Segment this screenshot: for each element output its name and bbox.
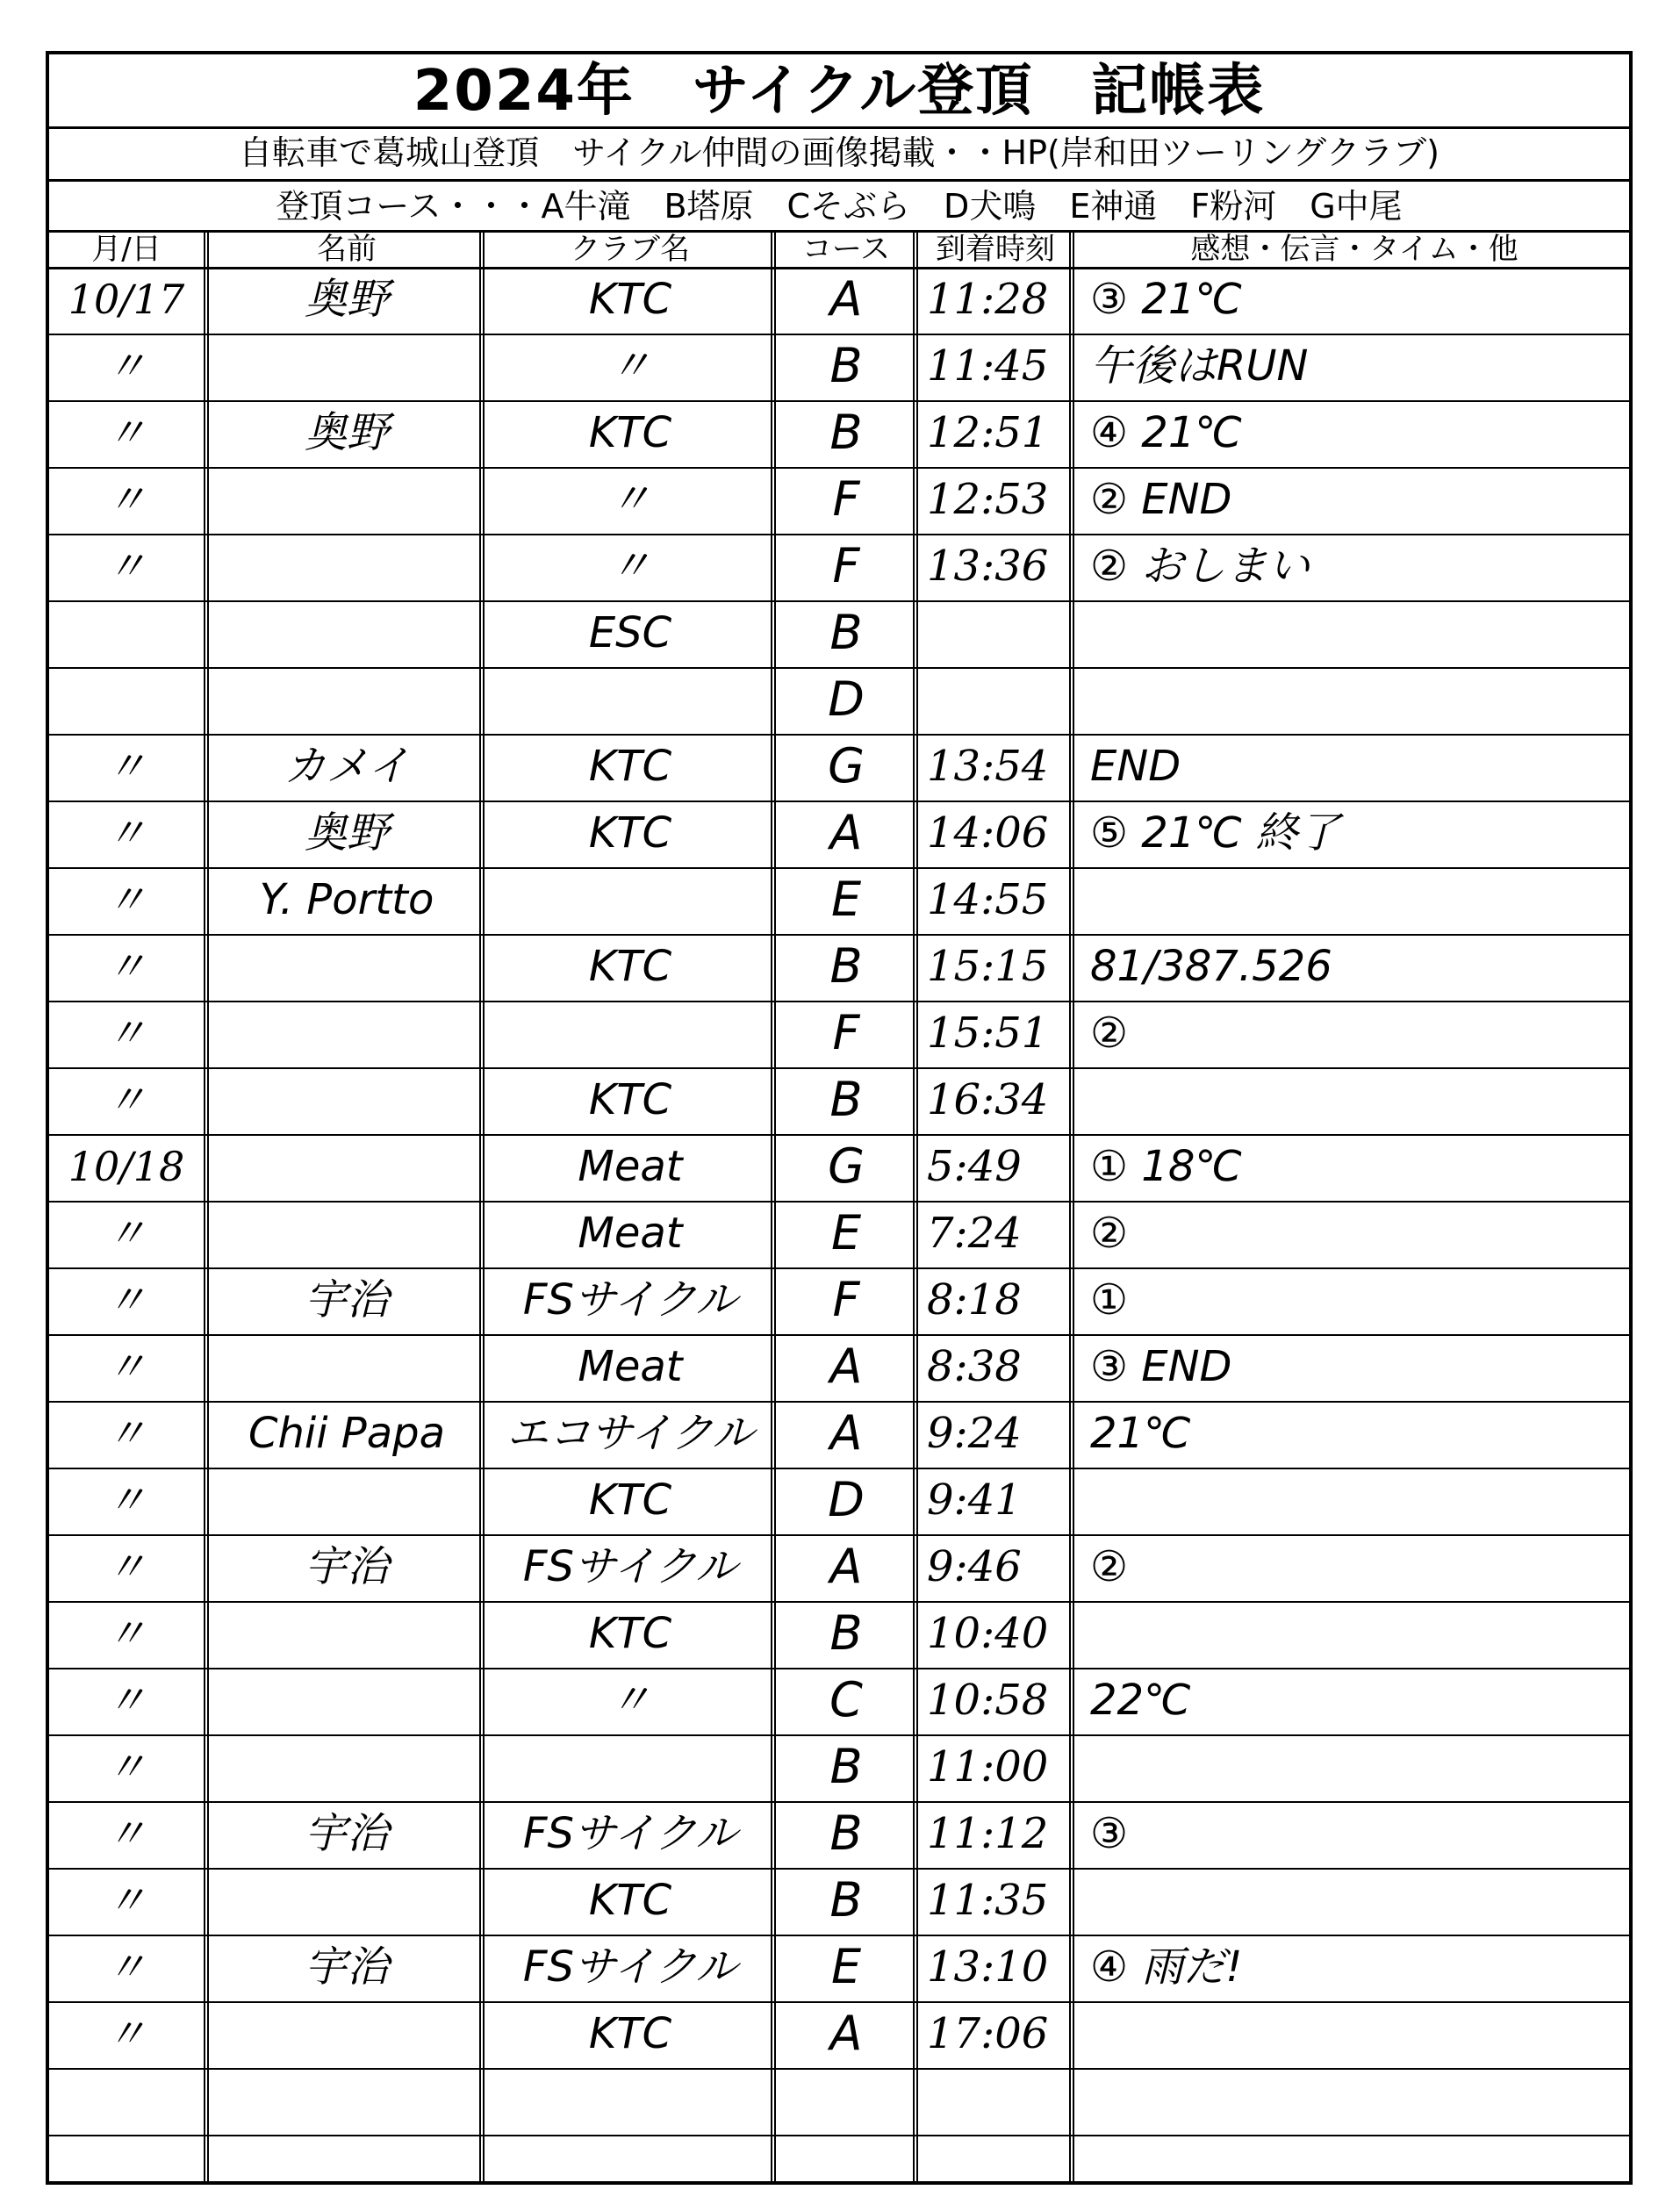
cell-time: 8:38 <box>927 1342 1022 1391</box>
cell-name: 宇治 <box>304 1542 389 1591</box>
cell-date: 〃 <box>106 1810 147 1857</box>
cell-club <box>488 2068 772 2135</box>
cell-name <box>212 1067 481 1134</box>
cell-club: KTC <box>588 742 672 791</box>
cell-course: G <box>828 1138 865 1194</box>
cell-name <box>212 334 481 400</box>
cell-name: Chii Papa <box>248 1409 446 1458</box>
cell-time: 13:36 <box>927 542 1049 591</box>
cell-course: B <box>829 1872 863 1928</box>
cell-course: B <box>829 338 863 393</box>
cell-time: 17:06 <box>927 2009 1049 2058</box>
cell-note: ② END <box>1090 475 1232 524</box>
cell-name: 奥野 <box>304 275 389 324</box>
cell-date <box>49 2068 204 2135</box>
cell-course: A <box>829 1539 863 1594</box>
cell-note <box>1078 1067 1643 1134</box>
cell-name: 宇治 <box>304 1809 389 1858</box>
table-row <box>49 1001 1629 1069</box>
table-row <box>49 1534 1629 1603</box>
cell-course: F <box>832 1005 860 1060</box>
cell-date: 〃 <box>106 1676 147 1724</box>
cell-time: 7:24 <box>927 1209 1022 1258</box>
cell-note <box>1078 1734 1643 1801</box>
cell-date: 〃 <box>106 1009 147 1057</box>
cell-course: A <box>829 2006 863 2061</box>
cell-time: 11:12 <box>927 1809 1049 1858</box>
cell-note <box>1078 600 1643 667</box>
cell-club <box>488 1001 772 1067</box>
cell-date: 〃 <box>106 409 147 456</box>
cell-course: E <box>830 1205 862 1260</box>
cell-course: A <box>829 1405 863 1461</box>
table-row <box>49 1067 1629 1136</box>
cell-date: 〃 <box>106 809 147 857</box>
cell-course: B <box>829 405 863 460</box>
cell-time: 13:10 <box>927 1942 1049 1992</box>
cell-club: FSサイクル <box>522 1809 738 1858</box>
cell-club: KTC <box>588 1876 672 1925</box>
cell-time: 15:51 <box>927 1009 1049 1058</box>
cell-name <box>212 534 481 600</box>
cell-course: F <box>832 538 860 593</box>
table-row <box>49 1601 1629 1669</box>
cell-club: 〃 <box>608 475 651 524</box>
table-row <box>49 400 1629 469</box>
table-row <box>49 2068 1629 2136</box>
cell-course: F <box>832 471 860 527</box>
table-row <box>49 1935 1629 2003</box>
table-row <box>49 1267 1629 1336</box>
cell-course: E <box>830 872 862 927</box>
cell-club: KTC <box>588 1609 672 1658</box>
cell-date: 〃 <box>106 342 147 390</box>
cell-club: KTC <box>588 1475 672 1525</box>
cell-date: 〃 <box>106 943 147 990</box>
table-row <box>49 934 1629 1002</box>
cell-club: Meat <box>578 1142 683 1191</box>
cell-note <box>1078 1601 1643 1668</box>
cell-club: KTC <box>588 942 672 991</box>
cell-name: 宇治 <box>304 1275 389 1325</box>
cell-time: 13:54 <box>927 742 1049 791</box>
table-row <box>49 2001 1629 2070</box>
cell-course: F <box>832 1272 860 1327</box>
cell-name <box>212 1868 481 1935</box>
column-header-row <box>49 230 1629 269</box>
cell-course: C <box>829 1672 863 1727</box>
cell-club: 〃 <box>608 341 651 391</box>
table-row <box>49 534 1629 602</box>
cell-note <box>1078 667 1643 734</box>
cell-note: 午後はRUN <box>1090 341 1309 391</box>
cell-note: ② <box>1090 1209 1129 1258</box>
cell-time <box>922 2068 1074 2135</box>
cell-time: 9:41 <box>927 1475 1022 1525</box>
cell-time <box>922 667 1074 734</box>
cell-time: 14:06 <box>927 808 1049 858</box>
cell-time: 11:28 <box>927 275 1049 324</box>
cell-date: 〃 <box>106 1076 147 1124</box>
cell-club <box>488 1734 772 1801</box>
cell-time: 8:18 <box>927 1275 1022 1325</box>
table-row <box>49 1468 1629 1536</box>
cell-club <box>488 667 772 734</box>
cell-course: B <box>829 1605 863 1661</box>
cell-time: 11:45 <box>927 341 1049 391</box>
cell-time: 5:49 <box>927 1142 1022 1191</box>
cell-note: ④ 雨だ! <box>1090 1942 1243 1992</box>
cell-note <box>1078 2001 1643 2068</box>
cell-name <box>212 667 481 734</box>
page-title: 2024年 サイクル登頂 記帳表 <box>49 54 1629 129</box>
cell-date: 〃 <box>106 1543 147 1590</box>
cell-note: 21℃ <box>1090 1409 1191 1458</box>
table-row <box>49 1801 1629 1870</box>
cell-note: ⑤ 21℃ 終了 <box>1090 808 1340 858</box>
cell-time <box>922 600 1074 667</box>
cell-time: 9:46 <box>927 1542 1022 1591</box>
cell-date <box>49 600 204 667</box>
cell-name <box>212 1001 481 1067</box>
table-row <box>49 867 1629 936</box>
cell-date: 〃 <box>106 1276 147 1324</box>
cell-name: 宇治 <box>304 1942 389 1992</box>
cell-name <box>212 1468 481 1534</box>
cell-course <box>779 2068 913 2135</box>
cell-note <box>1078 2068 1643 2135</box>
table-row <box>49 1668 1629 1736</box>
cell-note: ② <box>1090 1009 1129 1058</box>
cell-date: 〃 <box>106 1410 147 1457</box>
cell-date: 〃 <box>106 876 147 923</box>
cell-date <box>49 667 204 734</box>
cell-name: 奥野 <box>304 408 389 457</box>
cell-club <box>488 867 772 934</box>
cell-time: 11:00 <box>927 1742 1049 1791</box>
cell-name <box>212 1201 481 1267</box>
cell-note: ② <box>1090 1542 1129 1591</box>
cell-name: Y. Portto <box>259 875 434 924</box>
cell-time: 15:15 <box>927 942 1049 991</box>
cell-date: 〃 <box>106 1343 147 1390</box>
cell-club: Meat <box>578 1209 683 1258</box>
cell-club: KTC <box>588 2009 672 2058</box>
table-row <box>49 600 1629 669</box>
cell-club: エコサイクル <box>506 1409 755 1458</box>
cell-note <box>1078 1468 1643 1534</box>
cell-time: 11:35 <box>927 1876 1049 1925</box>
cell-note: ③ 21℃ <box>1090 275 1243 324</box>
cell-course: G <box>828 738 865 793</box>
cell-date: 10/17 <box>68 276 185 323</box>
cell-date: 〃 <box>106 476 147 523</box>
cell-time: 12:51 <box>927 408 1049 457</box>
cell-time: 10:40 <box>927 1609 1049 1658</box>
cell-time: 9:24 <box>927 1409 1022 1458</box>
cell-note: ③ END <box>1090 1342 1232 1391</box>
logbook-sheet <box>46 51 1633 2185</box>
cell-name <box>212 1668 481 1734</box>
cell-club: FSサイクル <box>522 1942 738 1992</box>
cell-date: 〃 <box>106 743 147 790</box>
cell-club: 〃 <box>608 542 651 591</box>
cell-course: B <box>829 938 863 994</box>
cell-name <box>212 600 481 667</box>
cell-date: 〃 <box>106 1610 147 1657</box>
cell-date: 〃 <box>106 1877 147 1924</box>
table-row <box>49 1334 1629 1403</box>
table-row <box>49 267 1629 335</box>
cell-course: A <box>829 1339 863 1394</box>
column-header-name: 名前 <box>317 232 377 267</box>
cell-note: END <box>1090 742 1181 791</box>
cell-note: ④ 21℃ <box>1090 408 1243 457</box>
cell-note: ① 18℃ <box>1090 1142 1243 1191</box>
cell-name <box>212 934 481 1001</box>
cell-note: 22℃ <box>1090 1676 1191 1725</box>
cell-date: 〃 <box>106 2010 147 2057</box>
table-row <box>49 467 1629 535</box>
column-header-date: 月/日 <box>91 232 162 267</box>
column-header-time: 到着時刻 <box>936 232 1055 267</box>
cell-name <box>212 1734 481 1801</box>
cell-date: 〃 <box>106 1943 147 1991</box>
cell-course: D <box>828 1472 865 1527</box>
cell-time: 14:55 <box>927 875 1049 924</box>
cell-note: 81/387.526 <box>1090 942 1332 991</box>
column-header-course: コース <box>801 232 891 267</box>
cell-club: FSサイクル <box>522 1275 738 1325</box>
cell-club: KTC <box>588 408 672 457</box>
cell-course: B <box>829 1806 863 1861</box>
cell-date: 10/18 <box>68 1143 185 1190</box>
cell-date: 〃 <box>106 1210 147 1257</box>
cell-club: KTC <box>588 275 672 324</box>
cell-course: A <box>829 271 863 327</box>
cell-club: KTC <box>588 808 672 858</box>
cell-date: 〃 <box>106 542 147 590</box>
cell-name <box>212 1601 481 1668</box>
table-row <box>49 1401 1629 1469</box>
table-row <box>49 801 1629 869</box>
table-row <box>49 1134 1629 1203</box>
cell-club: Meat <box>578 1342 683 1391</box>
column-header-note: 感想・伝言・タイム・他 <box>1190 232 1518 267</box>
cell-note: ① <box>1090 1275 1129 1325</box>
cell-time: 12:53 <box>927 475 1049 524</box>
cell-note <box>1078 1868 1643 1935</box>
column-header-club: クラブ名 <box>571 232 690 267</box>
cell-club: KTC <box>588 1075 672 1124</box>
cell-name <box>212 2001 481 2068</box>
cell-course: B <box>829 605 863 660</box>
cell-note: ③ <box>1090 1809 1129 1858</box>
cell-course: E <box>830 1939 862 1994</box>
table-row <box>49 1201 1629 1269</box>
cell-name <box>212 2068 481 2135</box>
cell-name <box>212 467 481 534</box>
cell-time: 16:34 <box>927 1075 1049 1124</box>
cell-club: ESC <box>588 608 672 657</box>
cell-date: 〃 <box>106 1476 147 1524</box>
table-row <box>49 734 1629 802</box>
cell-note <box>1078 867 1643 934</box>
cell-club: FSサイクル <box>522 1542 738 1591</box>
cell-note: ② おしまい <box>1090 542 1310 591</box>
cell-name <box>212 1334 481 1401</box>
cell-course: B <box>829 1072 863 1127</box>
cell-course: A <box>829 805 863 860</box>
cell-course: B <box>829 1739 863 1794</box>
table-row <box>49 1734 1629 1803</box>
page-subtitle: 自転車で葛城山登頂 サイクル仲間の画像掲載・・HP(岸和田ツーリングクラブ) <box>49 126 1629 182</box>
table-row <box>49 667 1629 736</box>
table-row <box>49 1868 1629 1936</box>
course-legend: 登頂コース・・・A牛滝 B塔原 Cそぶら D犬鳴 E神通 F粉河 G中尾 <box>49 179 1629 233</box>
cell-time: 10:58 <box>927 1676 1049 1725</box>
cell-course: D <box>828 671 865 727</box>
cell-date: 〃 <box>106 1743 147 1791</box>
cell-name <box>212 1134 481 1201</box>
cell-name: 奥野 <box>304 808 389 858</box>
table-row <box>49 334 1629 402</box>
cell-club: 〃 <box>608 1676 651 1725</box>
cell-name: カメイ <box>284 742 410 791</box>
